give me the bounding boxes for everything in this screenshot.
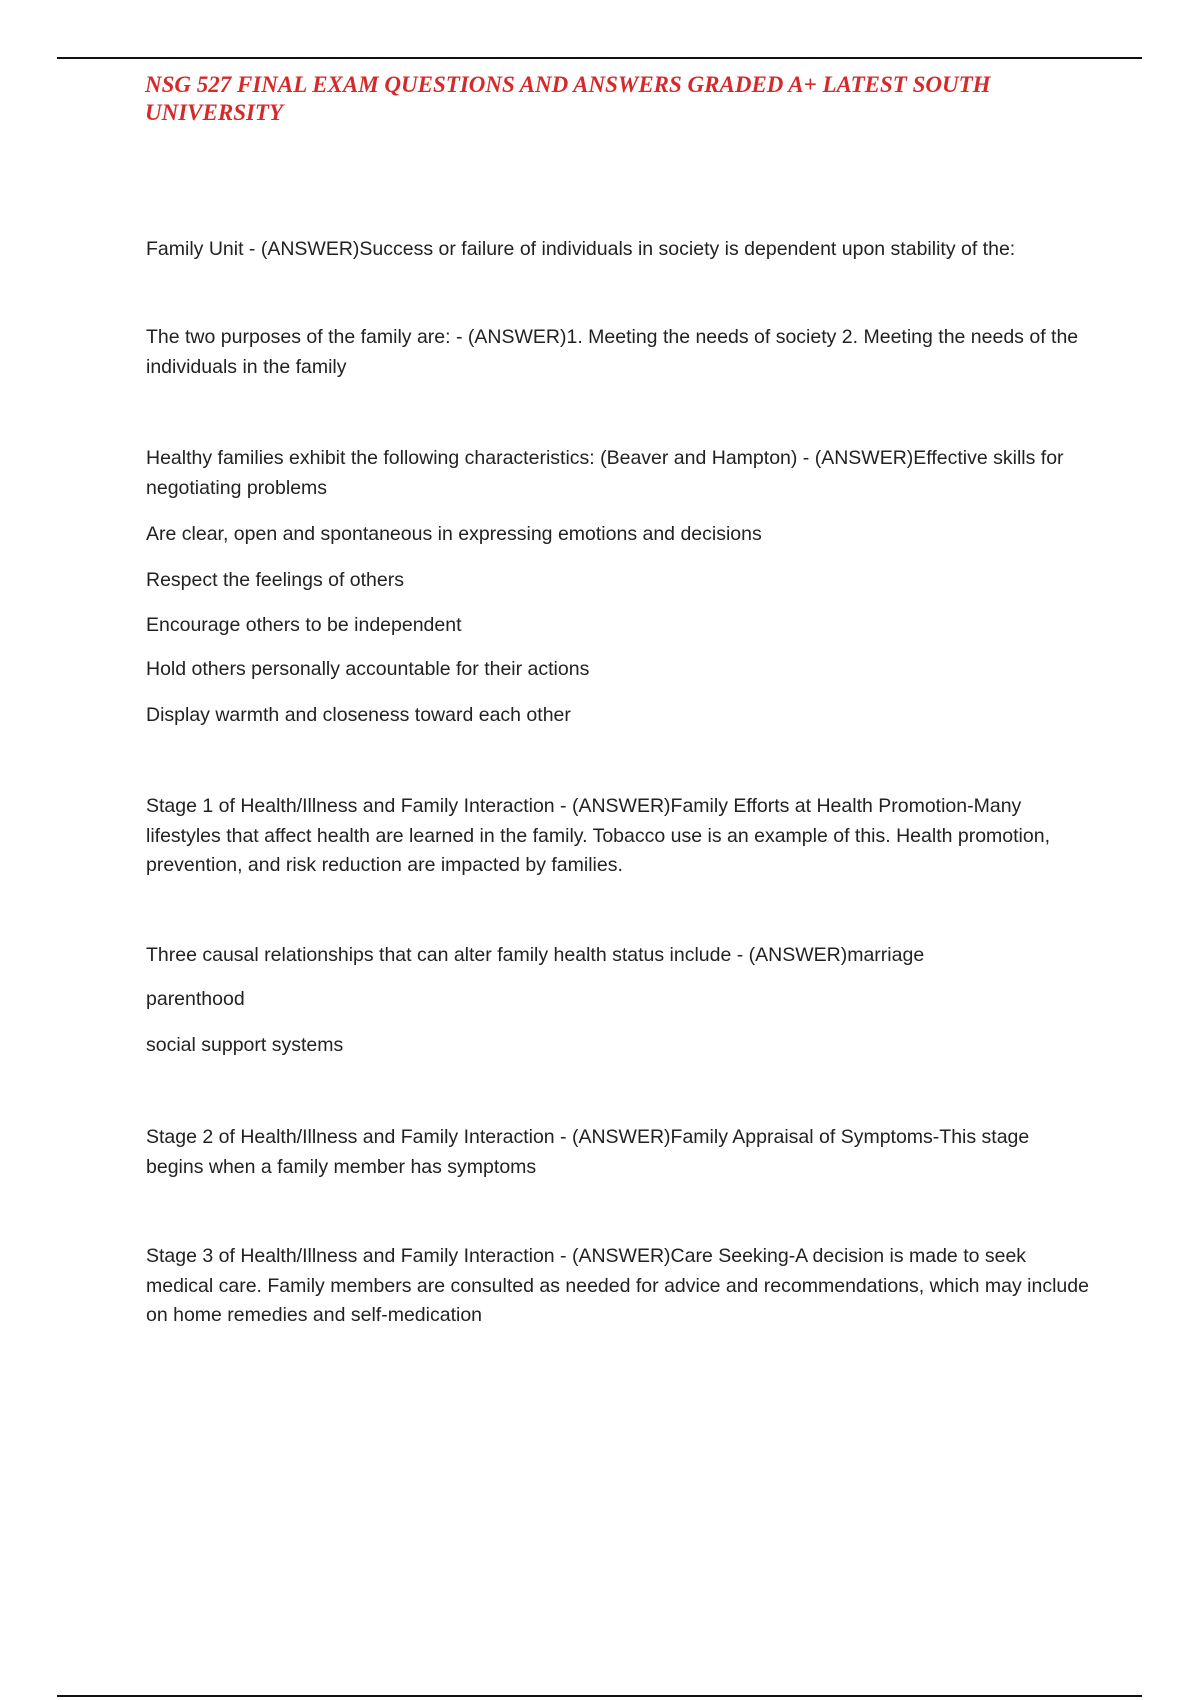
- qa-stage-3: Stage 3 of Health/Illness and Family Interaction - (ANSWER)Care Seeking-A decision is made to seek medical care. Family members are consulted as needed for advice and recommendations, which may include on home remedies and self-medication: [146, 1245, 1089, 1326]
- qa-healthy-families: Healthy families exhibit the following characteristics: (Beaver and Hampton) - (ANSWER)Effective skills for negotiating problems: [146, 447, 1064, 499]
- healthy-trait-accountable: Hold others personally accountable for their actions: [146, 658, 590, 680]
- qa-family-purposes: The two purposes of the family are: - (ANSWER)1. Meeting the needs of society 2. Meeting the needs of the individuals in the family: [146, 326, 1079, 378]
- healthy-trait-independent: Encourage others to be independent: [146, 614, 462, 636]
- causal-parenthood: parenthood: [146, 988, 245, 1010]
- qa-stage-2: Stage 2 of Health/Illness and Family Interaction - (ANSWER)Family Appraisal of Symptoms-This stage begins when a family member has symptoms: [146, 1126, 1030, 1178]
- qa-stage-1: Stage 1 of Health/Illness and Family Interaction - (ANSWER)Family Efforts at Health Promotion-Many lifestyles that affect health are learned in the family. Tobacco use is an example of this. Health promotion, prevention, and risk reduction are impacted by families.: [146, 795, 1050, 876]
- qa-causal-relationships: Three causal relationships that can alter family health status include - (ANSWER)marriage: [146, 944, 925, 966]
- bottom-rule: [57, 1695, 1142, 1697]
- healthy-trait-expressing: Are clear, open and spontaneous in expressing emotions and decisions: [146, 523, 762, 545]
- qa-family-unit: Family Unit - (ANSWER)Success or failure of individuals in society is dependent upon stability of the:: [146, 238, 1016, 260]
- causal-social-support: social support systems: [146, 1034, 344, 1056]
- document-title: NSG 527 FINAL EXAM QUESTIONS AND ANSWERS GRADED A+ LATEST SOUTH UNIVERSITY: [145, 72, 991, 125]
- healthy-trait-warmth: Display warmth and closeness toward each other: [146, 704, 571, 726]
- healthy-trait-respect: Respect the feelings of others: [146, 569, 404, 591]
- top-rule: [57, 57, 1142, 59]
